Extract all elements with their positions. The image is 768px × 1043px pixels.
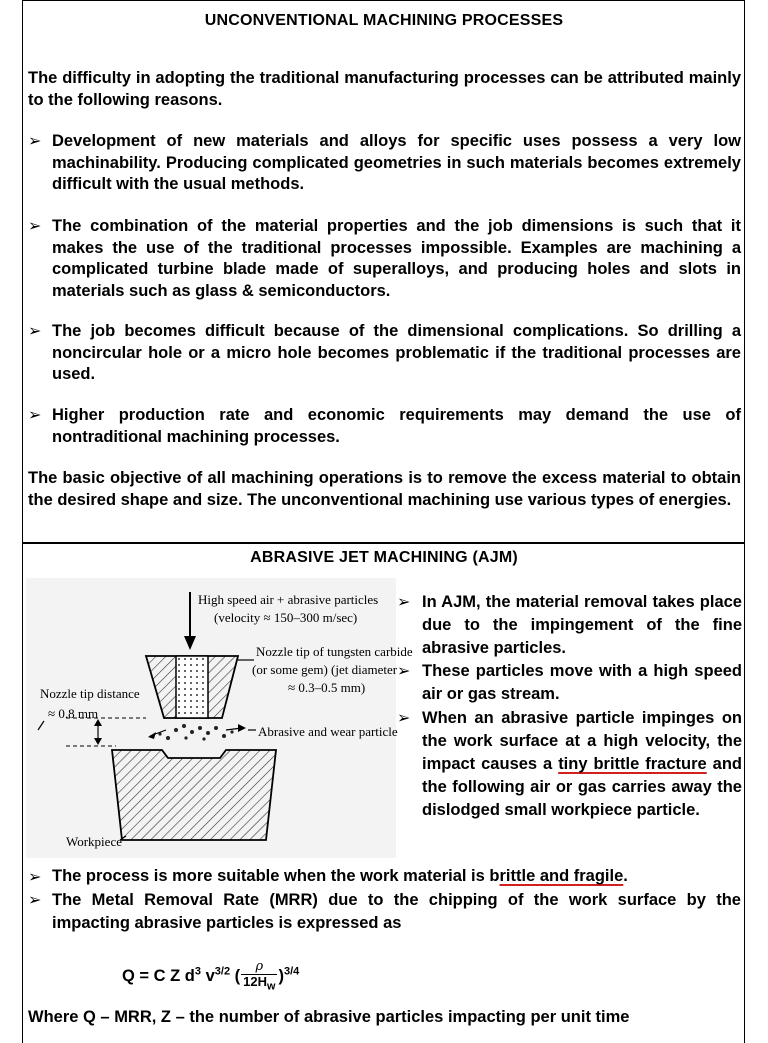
ajm-bullet-3 <box>422 707 742 822</box>
arrow-bullet-icon: ➢ <box>397 710 411 727</box>
label-gem: (or some gem) (jet diameter <box>252 662 398 677</box>
arrow-bullet-icon: ➢ <box>28 407 42 424</box>
arrow-bullet-icon: ➢ <box>397 663 411 680</box>
ajm-bullet-2: These particles move with a high speed air or gas stream. <box>422 662 742 703</box>
ajm-bullet-1: In AJM, the material removal takes place due to the impingement of the fine abrasive particles. <box>422 593 742 657</box>
formula-open-paren: ( <box>230 967 241 986</box>
formula-den-main: 12H <box>243 974 268 989</box>
label-abrasive-wear: Abrasive and wear particle <box>258 724 398 739</box>
arrow-bullet-icon: ➢ <box>28 133 42 150</box>
reason-bullet-2: The combination of the material properties and the job dimensions is such that it makes the use of the traditional processes impossible. Examples are machining a complicated turbine blade made of superalloys, and producing holes and slots in materials such as glass & semiconductors. <box>52 217 741 300</box>
reason-bullet-3: The job becomes difficult because of the dimensional complications. So drilling a noncircular hole or a micro hole becomes problematic if the traditional processes are used. <box>52 322 741 383</box>
label-workpiece: Workpiece <box>66 834 122 849</box>
formula-exp-v: 3/2 <box>214 965 231 978</box>
formula-close-paren: ) <box>278 967 284 986</box>
arrow-bullet-icon: ➢ <box>28 323 42 340</box>
section-title-ajm: ABRASIVE JET MACHINING (AJM) <box>250 549 518 566</box>
reason-bullet-1: Development of new materials and alloys for specific uses possess a very low machinability. Producing complicated geometries in such materials becomes extremely difficult with the usual methods. <box>52 132 741 193</box>
ajm-bullet-mrr: The Metal Removal Rate (MRR) due to the chipping of the work surface by the impacting abrasive particles is expressed as <box>52 891 741 932</box>
formula-fraction <box>241 960 277 994</box>
where-line: Where Q – MRR, Z – the number of abrasive particles impacting per unit time <box>28 1008 630 1026</box>
ajm-bullet-brittle-text: The process is more suitable when the work material is b <box>52 867 500 885</box>
formula-v: v <box>201 967 215 986</box>
ajm-bullet-3-text-end: and the following air or gas carries away the dislodged small workpiece particle. <box>422 755 743 819</box>
arrow-bullet-icon: ➢ <box>397 594 411 611</box>
workpiece-block <box>112 750 276 840</box>
label-air-abrasive: High speed air + abrasive particles <box>198 592 379 607</box>
mrr-formula <box>122 960 299 994</box>
ajm-bullet-brittle-end: . <box>623 867 628 885</box>
formula-exp-outer: 3/4 <box>283 965 300 978</box>
reason-bullet-4: Higher production rate and economic requirements may demand the use of nontraditional machining processes. <box>52 406 741 446</box>
ajm-bullet-brittle <box>52 866 741 888</box>
arrow-bullet-icon: ➢ <box>28 892 42 909</box>
emphasis-tiny-brittle-fracture: tiny brittle fracture <box>558 755 707 773</box>
arrow-bullet-icon: ➢ <box>28 218 42 235</box>
label-jet-diameter: ≈ 0.3–0.5 mm) <box>288 680 366 695</box>
formula-lhs: Q = C Z d <box>122 967 195 986</box>
formula-numerator: ρ <box>241 960 277 975</box>
formula-exp-d: 3 <box>194 965 202 978</box>
conclusion-paragraph: The basic objective of all machining operations is to remove the excess material to obtain the desired shape and size. The unconventional machining use various types of energies. <box>28 469 741 509</box>
formula-den-sub: w <box>267 980 276 993</box>
section-title-unconventional: UNCONVENTIONAL MACHINING PROCESSES <box>204 12 564 29</box>
label-nozzle-distance: Nozzle tip distance <box>40 686 140 701</box>
ajm-bullet-3-text: When an abrasive particle impinges on the work surface at a high velocity, the impact causes a <box>422 709 742 773</box>
arrow-bullet-icon: ➢ <box>28 869 42 886</box>
ajm-diagram <box>26 578 413 858</box>
label-velocity: (velocity ≈ 150–300 m/sec) <box>214 610 358 625</box>
label-distance-value: ≈ 0.8 mm <box>48 706 99 721</box>
label-nozzle-tip: Nozzle tip of tungsten carbide <box>256 644 413 659</box>
emphasis-brittle-fragile: rittle and fragile <box>499 867 624 885</box>
formula-denominator <box>241 975 277 994</box>
intro-paragraph: The difficulty in adopting the traditional manufacturing processes can be attributed mainly to the following reasons. <box>28 69 741 109</box>
